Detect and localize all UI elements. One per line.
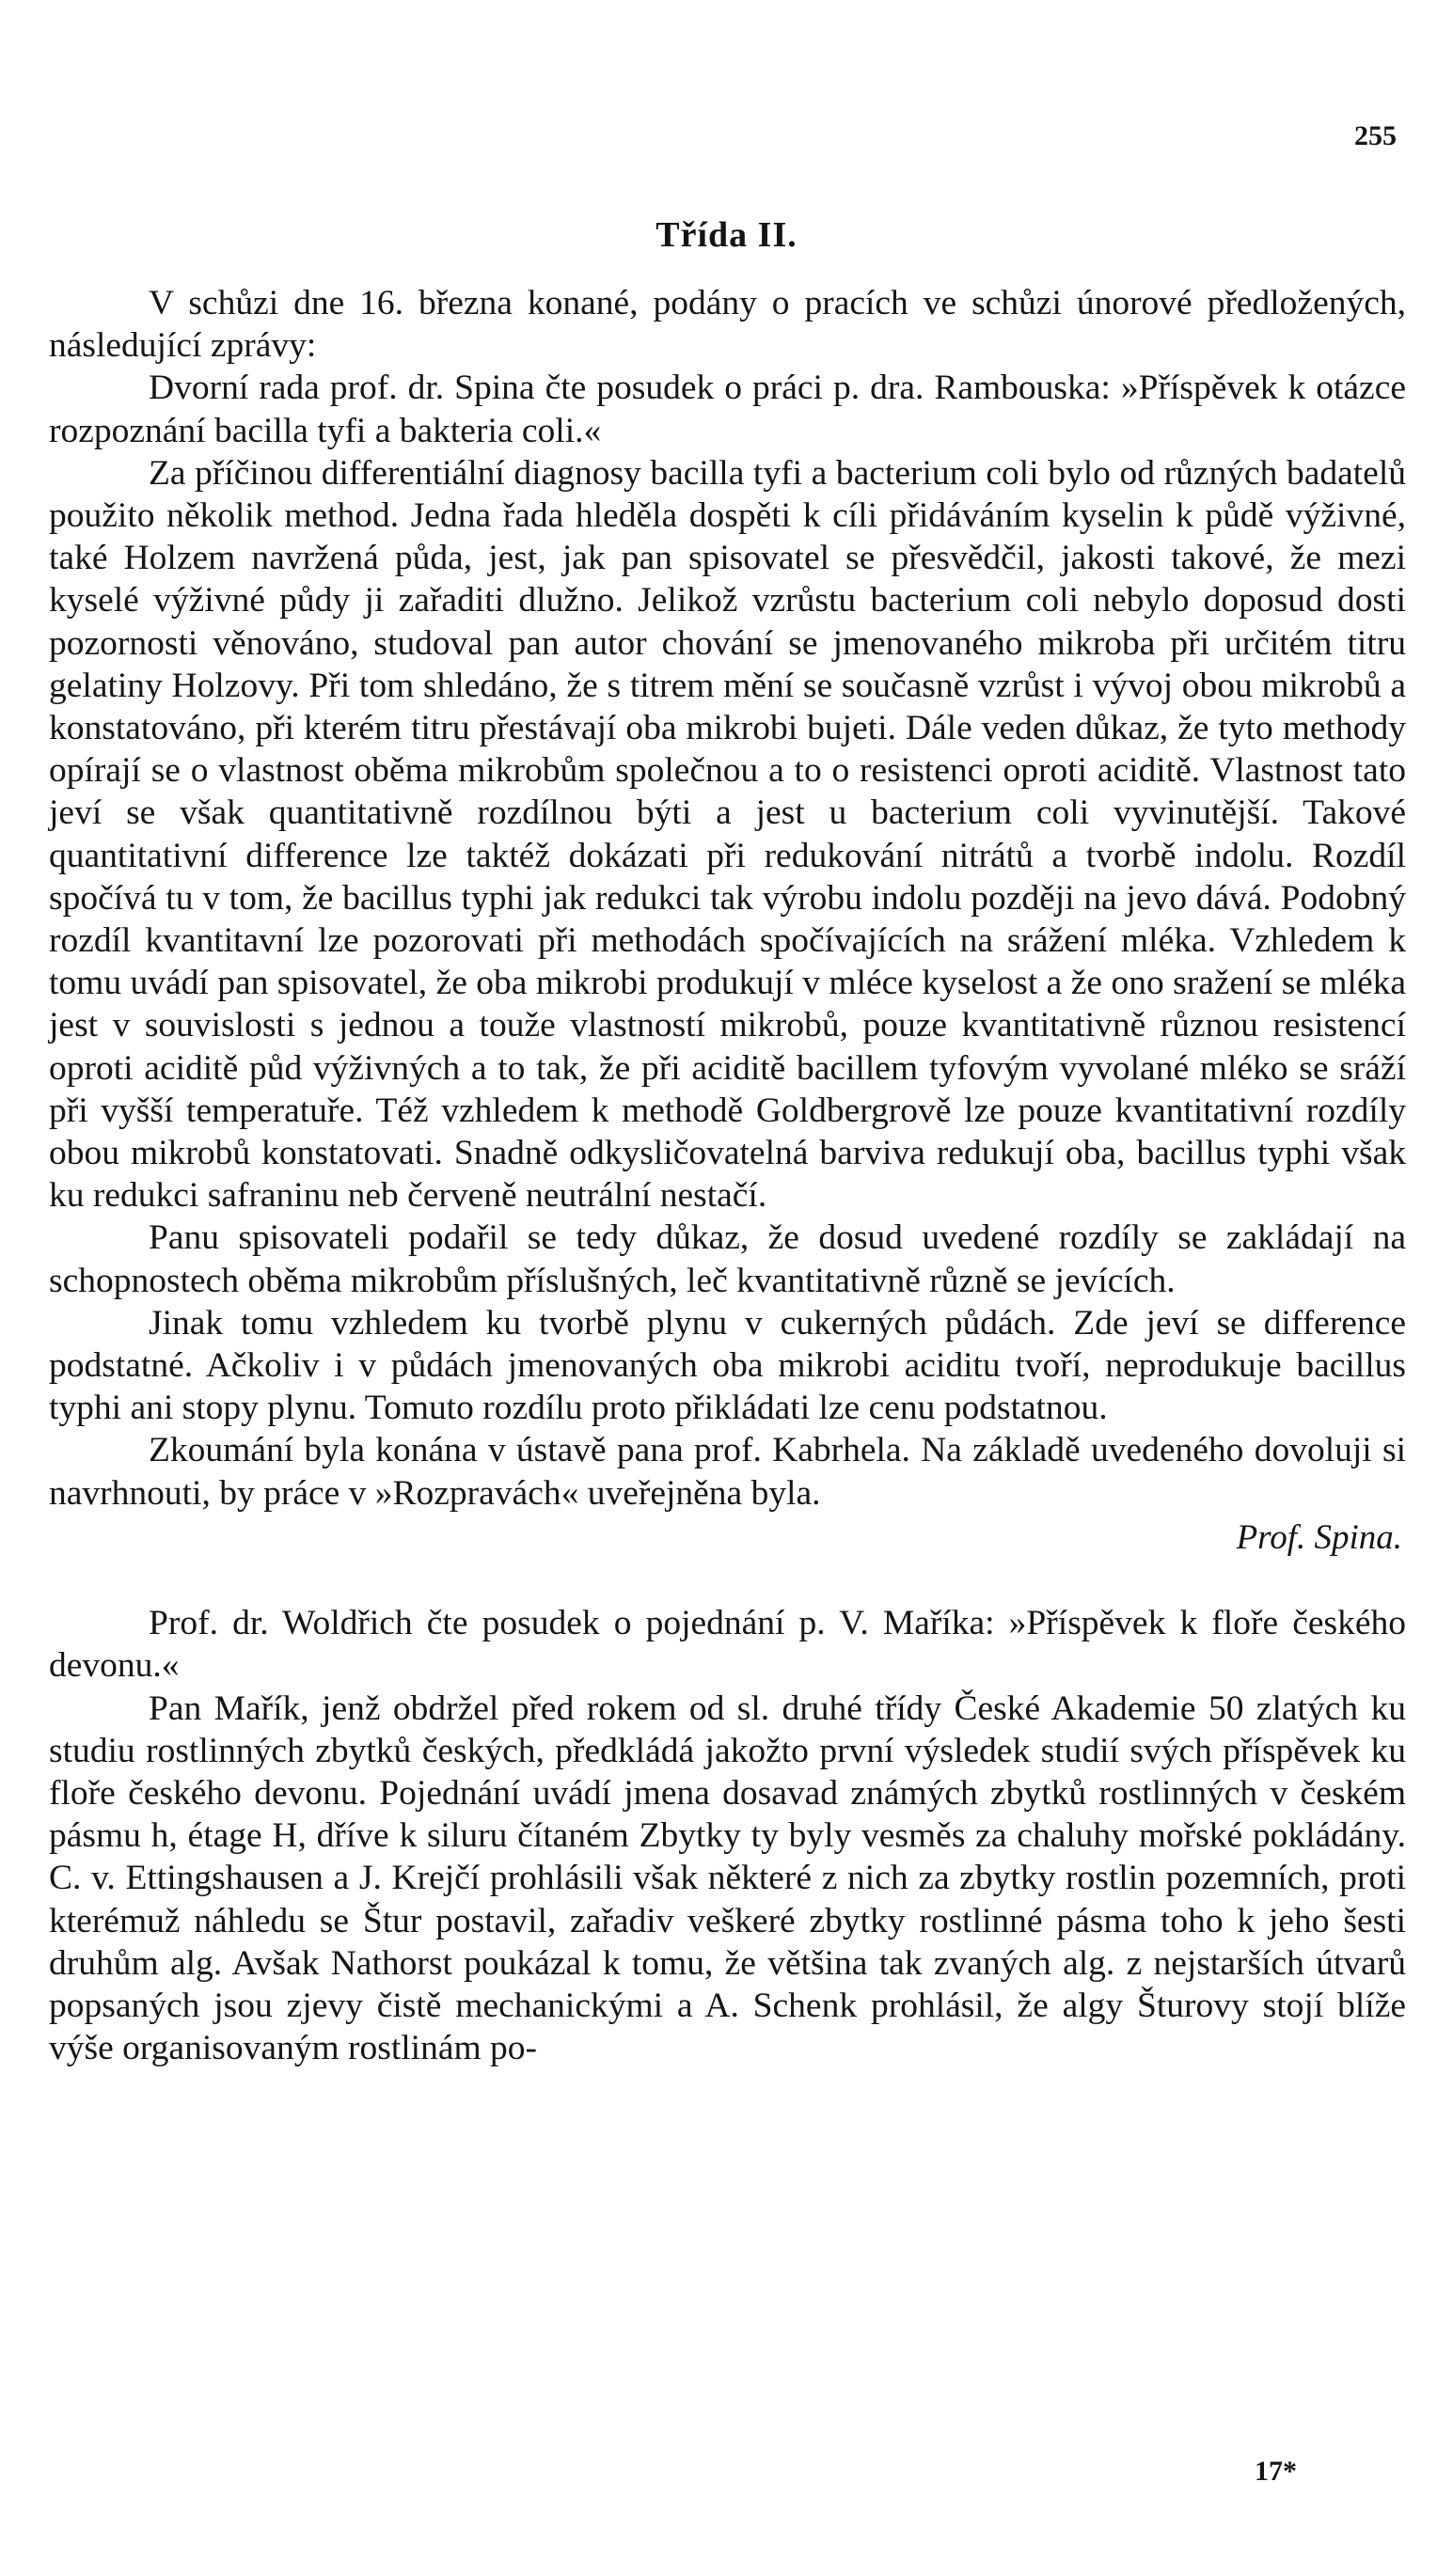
signature: Prof. Spina.: [1236, 1517, 1402, 1557]
page-number: 255: [1354, 120, 1397, 151]
paragraph: Panu spisovateli podařil se tedy důkaz, že dosud uvedené rozdíly se zakládají na schopnostech oběma mikrobům příslušných, leč kvantitativně různě se jevících.: [49, 1218, 1406, 1300]
body-text: [49, 282, 1406, 2069]
paragraph: Jinak tomu vzhledem ku tvorbě plynu v cukerných půdách. Zde jeví se difference podstatné. Ačkoliv i v půdách jmenovaných oba mikrobi aciditu tvoří, neprodukuje bacillus typhi ani stopy plynu. Tomuto rozdílu proto přikládati lze cenu podstatnou.: [49, 1303, 1406, 1428]
paragraph: Prof. dr. Woldřich čte posudek o pojednání p. V. Maříka: »Příspěvek k floře českého devonu.«: [49, 1604, 1406, 1686]
paragraph: Dvorní rada prof. dr. Spina čte posudek o práci p. dra. Rambouska: »Příspěvek k otázce rozpoznání bacilla tyfi a bakteria coli.«: [49, 369, 1406, 450]
section-heading: Třída II.: [655, 215, 798, 255]
paragraph: Pan Mařík, jenž obdržel před rokem od sl. druhé třídy České Akademie 50 zlatých ku studiu rostlinných zbytků českých, předkládá jakožto první výsledek studií svých příspěvek ku floře českého devonu. Pojednání uvádí jmena dosavad známých zbytků rostlinných v českém pásmu h, étage H, dříve k siluru čítaném Zbytky ty byly vesměs za chaluhy mořské pokládány. C. v. Ettingshausen a J. Krejčí prohlásili však některé z nich za zbytky rostlin pozemních, proti kterémuž náhledu se Štur postavil, zařadiv veškeré zbytky rostlinné pásma toho k jeho šesti druhům alg. Avšak Nathorst poukázal k tomu, že většina tak zvaných alg. z nejstarších útvarů popsaných jsou zjevy čistě mechanickými a A. Schenk prohlásil, že algy Šturovy stojí blíže výše organisovaným rostlinám po-: [49, 1689, 1406, 2068]
paragraph: V schůzi dne 16. března konané, podány o pracích ve schůzi únorové předložených, následující zprávy:: [49, 284, 1406, 366]
paragraph: Zkoumání byla konána v ústavě pana prof. Kabrhela. Na základě uvedeného dovoluji si navrhnouti, by práce v »Rozpravách« uveřejněna byla.: [49, 1431, 1406, 1513]
paragraph: Za příčinou differentiální diagnosy bacilla tyfi a bacterium coli bylo od různých badatelů použito několik method. Jedna řada hleděla dospěti k cíli přidáváním kyselin k půdě výživné, také Holzem navržená půda, jest, jak pan spisovatel se přesvědčil, jakosti takové, že mezi kyselé výživné půdy ji zařaditi dlužno. Jelikož vzrůstu bacterium coli nebylo doposud dosti pozornosti věnováno, studoval pan autor chování se jmenovaného mikroba při určitém titru gelatiny Holzovy. Při tom shledáno, že s titrem mění se současně vzrůst i vývoj obou mikrobů a konstatováno, při kterém titru přestávají oba mikrobi bujeti. Dále veden důkaz, že tyto methody opírají se o vlastnost oběma mikrobům společnou a to o resistenci oproti aciditě. Vlastnost tato jeví se však quantitativně rozdílnou býti a jest u bacterium coli vyvinutější. Takové quantitativní difference lze taktéž dokázati při redukování nitrátů a tvorbě indolu. Rozdíl spočívá tu v tom, že bacillus typhi jak redukci tak výrobu indolu později na jevo dává. Podobný rozdíl kvantitavní lze pozorovati při methodách spočívajících na srážení mléka. Vzhledem k tomu uvádí pan spisovatel, že oba mikrobi produkují v mléce kyselost a že ono sražení se mléka jest v souvislosti s jednou a touže vlastností mikrobů, pouze kvantitativně různou resistencí oproti aciditě půd výživných a to tak, že při aciditě bacillem tyfovým vyvolané mléko se sráží při vyšší temperatuře. Též vzhledem k methodě Goldbergrově lze pouze kvantitativní rozdíly obou mikrobů konstatovati. Snadně odkysličovatelná barviva redukují oba, bacillus typhi však ku redukci safraninu neb červeně neutrální nestačí.: [49, 453, 1406, 1216]
footer-signature-mark: 17*: [1255, 2456, 1297, 2487]
